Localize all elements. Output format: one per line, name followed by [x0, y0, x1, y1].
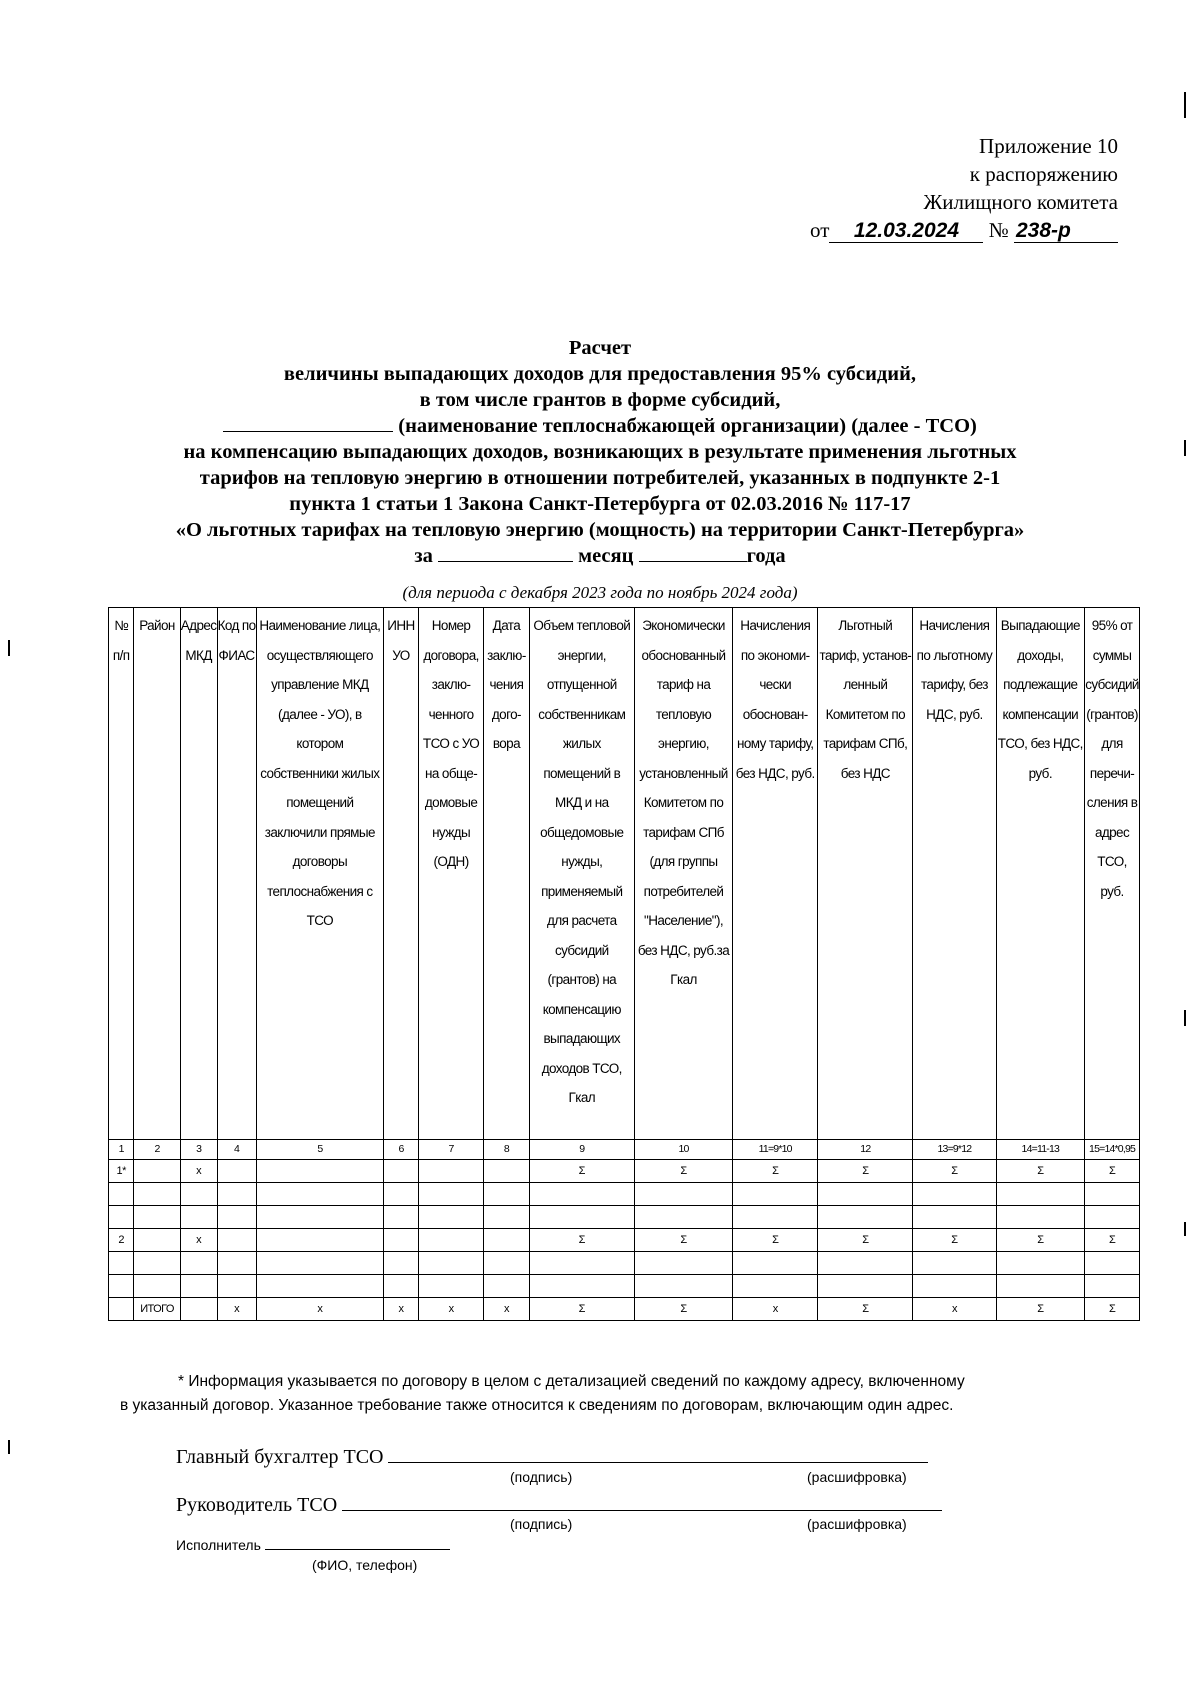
- table-header-row-cell: 95% от суммы субсидий (грантов) для перечи-сления в адрес ТСО, руб.: [1085, 608, 1140, 1140]
- calculation-table: [108, 607, 1140, 1321]
- table-row-cell: [818, 1183, 913, 1206]
- table-row-cell: [733, 1183, 818, 1206]
- table-row-cell: [996, 1252, 1085, 1275]
- table-row-cell: [418, 1206, 483, 1229]
- table-row-cell: [109, 1252, 134, 1275]
- table-row-cell: [180, 1183, 217, 1206]
- period-year: года: [746, 545, 786, 567]
- table-row-cell: Σ: [1085, 1229, 1140, 1252]
- table-row-cell: x: [733, 1298, 818, 1321]
- table-header-row-cell: Дата заклю-чения дого-вора: [484, 608, 529, 1140]
- decoding-caption-1: (расшифровка): [807, 1469, 907, 1485]
- table-row-cell: Σ: [913, 1229, 996, 1252]
- table-row: [109, 1298, 1140, 1321]
- appendix-block: [810, 132, 1118, 244]
- table-row-cell: [484, 1275, 529, 1298]
- table-row-cell: [180, 1298, 217, 1321]
- date-prefix: от: [810, 218, 830, 242]
- table-row-cell: Σ: [1085, 1298, 1140, 1321]
- table-row-cell: [913, 1252, 996, 1275]
- month-blank: [438, 543, 573, 562]
- table-header-row-cell: Наименование лица, осуществляющего управление МКД (далее - УО), в котором собственники жилых помещений заключили прямые договоры теплоснабжения с ТСО: [256, 608, 384, 1140]
- table-row-cell: [384, 1160, 419, 1183]
- table-row-cell: Σ: [733, 1229, 818, 1252]
- table-row-cell: Σ: [634, 1229, 732, 1252]
- table-row-cell: [1085, 1252, 1140, 1275]
- footnote-line-1: * Информация указывается по договору в целом с детализацией сведений по каждому адресу, включенному: [178, 1373, 965, 1390]
- decoding-caption-2: (расшифровка): [807, 1516, 907, 1532]
- table-row-cell: [484, 1252, 529, 1275]
- table-row-cell: Σ: [634, 1160, 732, 1183]
- table-row-cell: [818, 1275, 913, 1298]
- director-row: [176, 1490, 942, 1517]
- table-row-cell: Σ: [1085, 1160, 1140, 1183]
- year-blank: [639, 543, 747, 562]
- column-number-row-cell: 14=11-13: [996, 1140, 1085, 1160]
- title-line-7: пункта 1 статьи 1 Закона Санкт-Петербурга от 02.03.2016 № 117-17: [289, 493, 911, 515]
- table-row-cell: Σ: [529, 1160, 634, 1183]
- table-row-cell: [180, 1206, 217, 1229]
- table-header-row-cell: ИНН УО: [384, 608, 419, 1140]
- table-row: [109, 1275, 1140, 1298]
- director-signature-line: [342, 1490, 942, 1511]
- table-row-cell: [384, 1252, 419, 1275]
- table-row-cell: [634, 1252, 732, 1275]
- period-note: (для периода с декабря 2023 года по ноябрь 2024 года): [402, 583, 798, 602]
- table-row-cell: [484, 1229, 529, 1252]
- table-row-cell: [484, 1183, 529, 1206]
- table-header-row-cell: Номер договора, заклю-ченного ТСО с УО на обще-домовые нужды (ОДН): [418, 608, 483, 1140]
- table-row-cell: [1085, 1206, 1140, 1229]
- table-row-cell: [418, 1160, 483, 1183]
- table-row-cell: Σ: [996, 1229, 1085, 1252]
- table-row-cell: Σ: [913, 1160, 996, 1183]
- signature-caption-2: (подпись): [510, 1516, 573, 1532]
- scan-mark: [8, 640, 10, 656]
- table-row-cell: [256, 1183, 384, 1206]
- table-row-cell: [134, 1229, 180, 1252]
- scan-mark: [1184, 440, 1186, 456]
- column-number-row-cell: 4: [217, 1140, 256, 1160]
- table-row-cell: Σ: [996, 1298, 1085, 1321]
- table-header-row-cell: Объем тепловой энергии, отпущенной собственникам жилых помещений в МКД и на общедомовые нужды, применяемый для расчета субсидий (грантов) на компенсацию выпадающих доходов ТСО, Гкал: [529, 608, 634, 1140]
- column-number-row-cell: 10: [634, 1140, 732, 1160]
- table-row: [109, 1183, 1140, 1206]
- title-line-1: Расчет: [568, 337, 632, 359]
- chief-accountant-row: [176, 1442, 928, 1469]
- table-row-cell: [384, 1183, 419, 1206]
- table-row-cell: [634, 1206, 732, 1229]
- table-row-cell: [529, 1206, 634, 1229]
- table-row-cell: [217, 1275, 256, 1298]
- table-row-cell: x: [418, 1298, 483, 1321]
- column-number-row-cell: 5: [256, 1140, 384, 1160]
- table-row-cell: [256, 1275, 384, 1298]
- period-for: за: [414, 545, 433, 567]
- table-header-row-cell: Адрес МКД: [180, 608, 217, 1140]
- title-line-5: на компенсацию выпадающих доходов, возникающих в результате применения льготных: [183, 441, 1017, 463]
- appendix-date-row: [810, 216, 1118, 244]
- table-row-cell: x: [256, 1298, 384, 1321]
- table-row-cell: [109, 1298, 134, 1321]
- table-row: [109, 1160, 1140, 1183]
- table-row-cell: [913, 1206, 996, 1229]
- column-number-row-cell: 7: [418, 1140, 483, 1160]
- table-row-cell: Σ: [996, 1160, 1085, 1183]
- executor-row: [176, 1535, 450, 1553]
- table-row-cell: [217, 1252, 256, 1275]
- table-row-cell: [733, 1252, 818, 1275]
- table-row-cell: [996, 1275, 1085, 1298]
- title-line-3: в том числе грантов в форме субсидий,: [419, 389, 781, 411]
- table-row-cell: Σ: [733, 1160, 818, 1183]
- column-number-row-cell: 9: [529, 1140, 634, 1160]
- table-row-cell: Σ: [634, 1298, 732, 1321]
- table-row-cell: [180, 1275, 217, 1298]
- number-prefix: №: [988, 218, 1009, 242]
- table-row-cell: [1085, 1183, 1140, 1206]
- scan-mark: [1184, 1222, 1186, 1236]
- table-row-cell: [217, 1183, 256, 1206]
- appendix-line-2: к распоряжению: [969, 162, 1118, 186]
- title-line-4: [0, 413, 1200, 439]
- table-row-cell: [529, 1252, 634, 1275]
- column-number-row-cell: 15=14*0,95: [1085, 1140, 1140, 1160]
- table-row-cell: [180, 1252, 217, 1275]
- executor-line: [265, 1535, 450, 1550]
- table-row-cell: [996, 1206, 1085, 1229]
- table-header-row-cell: Код по ФИАС: [217, 608, 256, 1140]
- footnote: [120, 1370, 1120, 1418]
- scan-mark: [8, 1440, 10, 1454]
- executor-caption: (ФИО, телефон): [312, 1557, 418, 1573]
- table-row-cell: [634, 1183, 732, 1206]
- table-row-cell: [529, 1183, 634, 1206]
- table-row-cell: [217, 1160, 256, 1183]
- table-row: [109, 1229, 1140, 1252]
- table-row-cell: [484, 1206, 529, 1229]
- table-row: [109, 1252, 1140, 1275]
- table-row-cell: [134, 1275, 180, 1298]
- table-row-cell: [134, 1252, 180, 1275]
- table-row-cell: [818, 1252, 913, 1275]
- table-header-row: [109, 608, 1140, 1140]
- table-row-cell: [109, 1206, 134, 1229]
- table-header-row-cell: Льготный тариф, установ-ленный Комитетом по тарифам СПб, без НДС: [818, 608, 913, 1140]
- table-row-cell: ИТОГО: [134, 1298, 180, 1321]
- column-number-row-cell: 6: [384, 1140, 419, 1160]
- table-header-row-cell: Начисления по экономи-чески обоснован-ному тарифу, без НДС, руб.: [733, 608, 818, 1140]
- table-row-cell: [256, 1160, 384, 1183]
- table-row-cell: [418, 1183, 483, 1206]
- table-row-cell: x: [913, 1298, 996, 1321]
- footnote-line-2: в указанный договор. Указанное требование также относится к сведениям по договорам, включающим один адрес.: [120, 1397, 954, 1414]
- scan-mark: [1184, 92, 1186, 118]
- column-number-row-cell: 2: [134, 1140, 180, 1160]
- period-line: [0, 543, 1200, 569]
- column-number-row-cell: 13=9*12: [913, 1140, 996, 1160]
- table-row-cell: [484, 1160, 529, 1183]
- appendix-line-1: Приложение 10: [979, 134, 1118, 158]
- table-row-cell: Σ: [529, 1229, 634, 1252]
- table-row-cell: [418, 1252, 483, 1275]
- table-row-cell: [217, 1206, 256, 1229]
- period-month: месяц: [578, 545, 634, 567]
- table-row-cell: [256, 1206, 384, 1229]
- column-number-row-cell: 1: [109, 1140, 134, 1160]
- title-line-4-text: (наименование теплоснабжающей организации) (далее - ТСО): [398, 415, 977, 437]
- table-row-cell: x: [484, 1298, 529, 1321]
- table-row-cell: x: [180, 1160, 217, 1183]
- table-row-cell: Σ: [818, 1160, 913, 1183]
- table-row-cell: [418, 1275, 483, 1298]
- signature-caption-1: (подпись): [510, 1469, 573, 1485]
- table-row-cell: [1085, 1275, 1140, 1298]
- table-header-row-cell: Начисления по льготному тарифу, без НДС, руб.: [913, 608, 996, 1140]
- table-row-cell: [996, 1183, 1085, 1206]
- table-row-cell: x: [180, 1229, 217, 1252]
- table-row-cell: x: [384, 1298, 419, 1321]
- table-row-cell: [134, 1160, 180, 1183]
- table-row-cell: [733, 1275, 818, 1298]
- document-title: [0, 335, 1200, 569]
- table-row-cell: [733, 1206, 818, 1229]
- table-header-row-cell: Выпадающие доходы, подлежащие компенсации ТСО, без НДС, руб.: [996, 608, 1085, 1140]
- table-row-cell: 2: [109, 1229, 134, 1252]
- table-row-cell: [913, 1275, 996, 1298]
- table-row-cell: [418, 1229, 483, 1252]
- table-header-row-cell: № п/п: [109, 608, 134, 1140]
- table-row-cell: [384, 1275, 419, 1298]
- column-number-row-cell: 11=9*10: [733, 1140, 818, 1160]
- table-row-cell: [109, 1275, 134, 1298]
- executor-label: Исполнитель: [176, 1537, 261, 1553]
- chief-accountant-signature-line: [388, 1442, 928, 1463]
- table-row-cell: [634, 1275, 732, 1298]
- table-row-cell: [134, 1183, 180, 1206]
- handwritten-number: 238-р: [1014, 220, 1118, 243]
- title-line-6: тарифов на тепловую энергию в отношении потребителей, указанных в подпункте 2-1: [199, 467, 1001, 489]
- column-number-row-cell: 8: [484, 1140, 529, 1160]
- table-row-cell: Σ: [818, 1298, 913, 1321]
- table-row-cell: 1*: [109, 1160, 134, 1183]
- table-row: [109, 1206, 1140, 1229]
- handwritten-date: 12.03.2024: [829, 220, 983, 243]
- table-row-cell: Σ: [529, 1298, 634, 1321]
- table-row-cell: [913, 1183, 996, 1206]
- scan-mark: [1184, 1010, 1186, 1026]
- table-row-cell: [529, 1275, 634, 1298]
- column-number-row-cell: 3: [180, 1140, 217, 1160]
- table-row-cell: [217, 1229, 256, 1252]
- table-row-cell: [109, 1183, 134, 1206]
- table-header-row-cell: Район: [134, 608, 180, 1140]
- table-row-cell: [384, 1206, 419, 1229]
- column-number-row: [109, 1140, 1140, 1160]
- director-label: Руководитель ТСО: [176, 1494, 338, 1516]
- table-row-cell: x: [217, 1298, 256, 1321]
- appendix-line-3: Жилищного комитета: [923, 190, 1118, 214]
- column-number-row-cell: 12: [818, 1140, 913, 1160]
- table-header-row-cell: Экономически обоснованный тариф на тепловую энергию, установленный Комитетом по тарифам СПб (для группы потребителей "Население"), без НДС, руб.за Гкал: [634, 608, 732, 1140]
- table-row-cell: Σ: [818, 1229, 913, 1252]
- table-row-cell: [384, 1229, 419, 1252]
- table-row-cell: [818, 1206, 913, 1229]
- chief-accountant-label: Главный бухгалтер ТСО: [176, 1446, 384, 1468]
- table-row-cell: [256, 1229, 384, 1252]
- table-row-cell: [134, 1206, 180, 1229]
- title-line-8: «О льготных тарифах на тепловую энергию (мощность) на территории Санкт-Петербурга»: [175, 519, 1025, 541]
- org-name-blank: [223, 413, 393, 432]
- title-line-2: величины выпадающих доходов для предоставления 95% субсидий,: [283, 363, 917, 385]
- table-row-cell: [256, 1252, 384, 1275]
- table-body: [109, 608, 1140, 1321]
